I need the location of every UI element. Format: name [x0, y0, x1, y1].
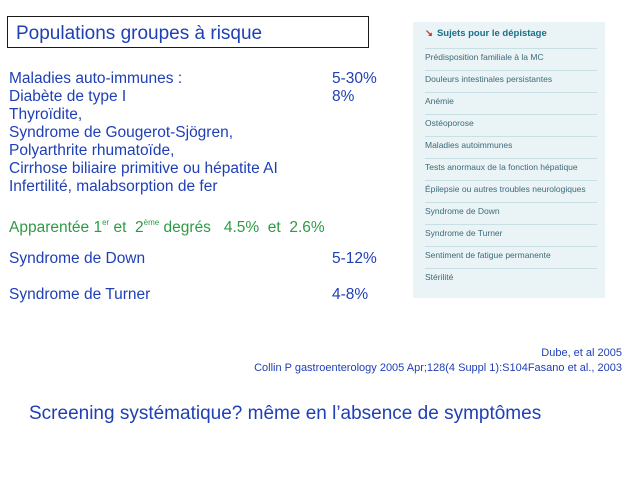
footer-question: Screening systématique? même en l’absence de symptômes [29, 403, 542, 424]
panel-item: Tests anormaux de la fonction hépatique [425, 158, 597, 175]
risk-label: Syndrome de Down [9, 250, 146, 267]
panel-heading [425, 28, 547, 39]
panel-item: Syndrome de Turner [425, 224, 597, 241]
apparentee-prefix: Apparentée 1 [9, 219, 103, 236]
risk-row-polyarthrite [9, 142, 389, 160]
risk-label: Diabète de type I [9, 88, 127, 105]
risk-row-infertilite [9, 178, 389, 196]
apparentee-sup2: ème [143, 218, 160, 227]
risk-value: 5-12% [332, 250, 377, 267]
apparentee-text [9, 214, 325, 237]
panel-item: Douleurs intestinales persistantes [425, 70, 597, 87]
risk-value: 5-30% [332, 70, 377, 87]
risk-label: Maladies auto-immunes : [9, 70, 183, 87]
risk-row-apparentee [9, 214, 389, 236]
risk-row-autoimmune [9, 70, 389, 88]
panel-item: Sentiment de fatigue permanente [425, 246, 597, 263]
risk-row-thyroid [9, 106, 389, 124]
apparentee-suffix: degrés 4.5% et 2.6% [159, 219, 325, 236]
arrow-down-right-icon: ↘ [425, 28, 433, 39]
risk-label: Syndrome de Gougerot-Sjögren, [9, 124, 234, 141]
panel-item: Ostéoporose [425, 114, 597, 131]
risk-label: Thyroïdite, [9, 106, 83, 123]
panel-item: Anémie [425, 92, 597, 109]
risk-value: 8% [332, 88, 355, 105]
risk-row-down [9, 250, 389, 268]
citation-collin: Collin P gastroenterology 2005 Apr;128(4 Suppl 1):S104Fasano et al., 2003 [254, 362, 622, 374]
risk-row-sjogren [9, 124, 389, 142]
panel-item: Syndrome de Down [425, 202, 597, 219]
screening-topics-panel [413, 22, 605, 298]
panel-item: Prédisposition familiale à la MC [425, 48, 597, 65]
risk-list [9, 70, 389, 304]
panel-item: Épilepsie ou autres troubles neurologiques [425, 180, 597, 197]
apparentee-sup1: er [102, 218, 110, 227]
risk-row-turner [9, 286, 389, 304]
risk-label: Syndrome de Turner [9, 286, 151, 303]
risk-value: 4-8% [332, 286, 369, 303]
apparentee-mid: et 2 [109, 219, 144, 236]
slide-title: Populations groupes à risque [16, 23, 263, 44]
citation-dube: Dube, et al 2005 [541, 347, 622, 359]
risk-label: Infertilité, malabsorption de fer [9, 178, 218, 195]
risk-row-cirrhose [9, 160, 389, 178]
panel-item: Stérilité [425, 268, 597, 285]
risk-label: Cirrhose biliaire primitive ou hépatite AI [9, 160, 278, 177]
panel-item: Maladies autoimmunes [425, 136, 597, 153]
risk-row-diabetes [9, 88, 389, 106]
panel-heading-text: Sujets pour le dépistage [436, 28, 547, 39]
risk-label: Polyarthrite rhumatoïde, [9, 142, 175, 159]
title-box [7, 16, 369, 48]
